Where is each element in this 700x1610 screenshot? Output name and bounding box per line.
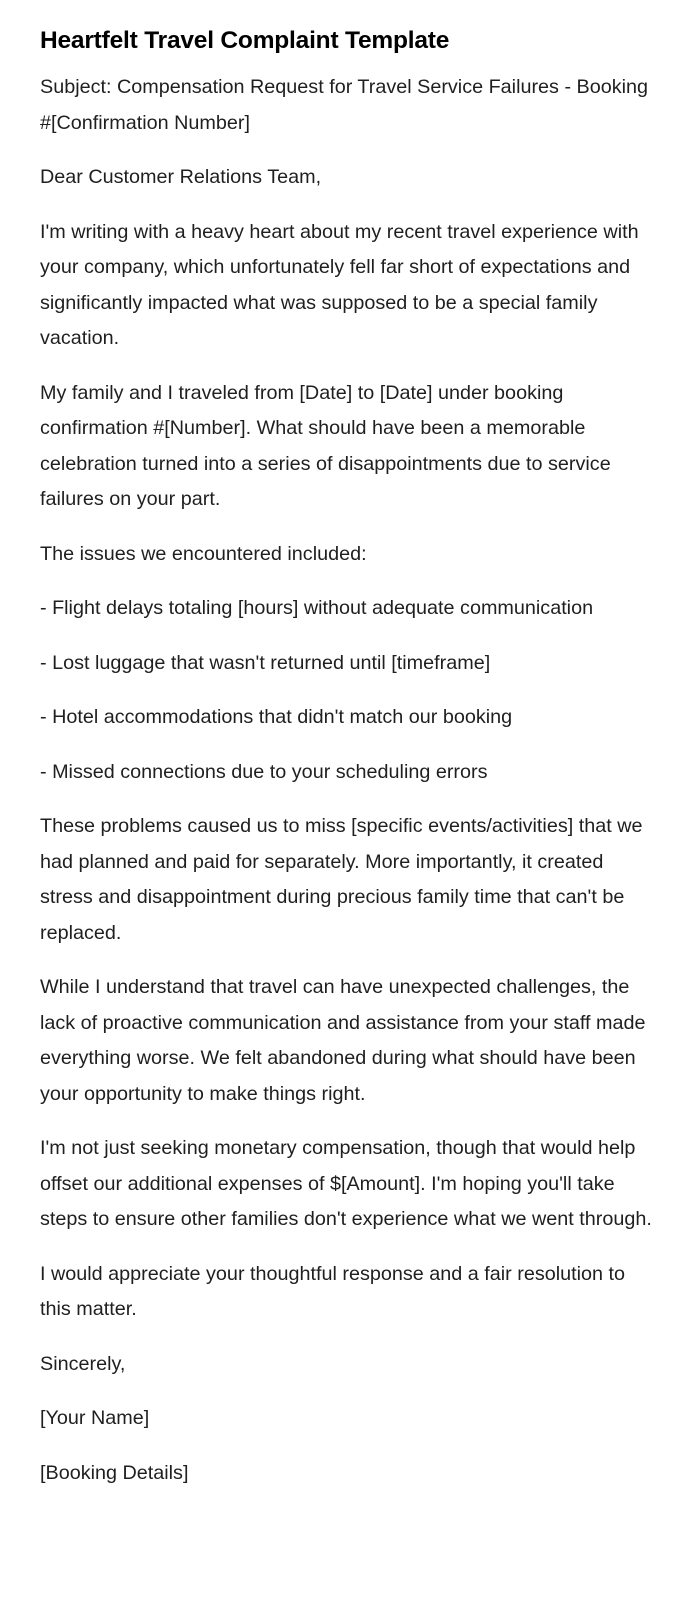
subject-line: Subject: Compensation Request for Travel Service Failures - Booking #[Confirmation Number]: [40, 76, 649, 134]
issue-item: - Lost luggage that wasn't returned until [timeframe]: [40, 651, 491, 674]
page-title: Heartfelt Travel Complaint Template: [40, 27, 450, 54]
understanding-paragraph: While I understand that travel can have unexpected challenges, the lack of proactive communication and assistance from your staff made everything worse. We felt abandoned during what should have been your opportunity to make things right.: [40, 976, 646, 1105]
closing-request: I would appreciate your thoughtful response and a fair resolution to this matter.: [40, 1262, 626, 1320]
greeting: Dear Customer Relations Team,: [40, 166, 322, 188]
issue-item: - Hotel accommodations that didn't match our booking: [40, 706, 513, 728]
issues-heading: The issues we encountered included:: [40, 542, 367, 565]
issue-item: - Flight delays totaling [hours] without adequate communication: [40, 597, 594, 619]
impact-paragraph: These problems caused us to miss [specific events/activities] that we had planned and paid for separately. More importantly, it created stress and disappointment during precious family time that can't be replaced.: [40, 815, 643, 944]
request-paragraph: I'm not just seeking monetary compensation, though that would help offset our additional expenses of $[Amount]. I'm hoping you'll take steps to ensure other families don't experience what we went through.: [40, 1137, 652, 1230]
trip-paragraph: My family and I traveled from [Date] to [Date] under booking confirmation #[Number]. What should have been a memorable celebration turned into a series of disappointments due to service failures on your part.: [40, 381, 611, 510]
issue-item: - Missed connections due to your scheduling errors: [40, 760, 488, 783]
booking-details: [Booking Details]: [40, 1461, 189, 1484]
intro-paragraph: I'm writing with a heavy heart about my recent travel experience with your company, which unfortunately fell far short of expectations and significantly impacted what was supposed to be a special family vacation.: [40, 220, 639, 349]
sender-name: [Your Name]: [40, 1407, 150, 1429]
signoff: Sincerely,: [40, 1352, 126, 1375]
